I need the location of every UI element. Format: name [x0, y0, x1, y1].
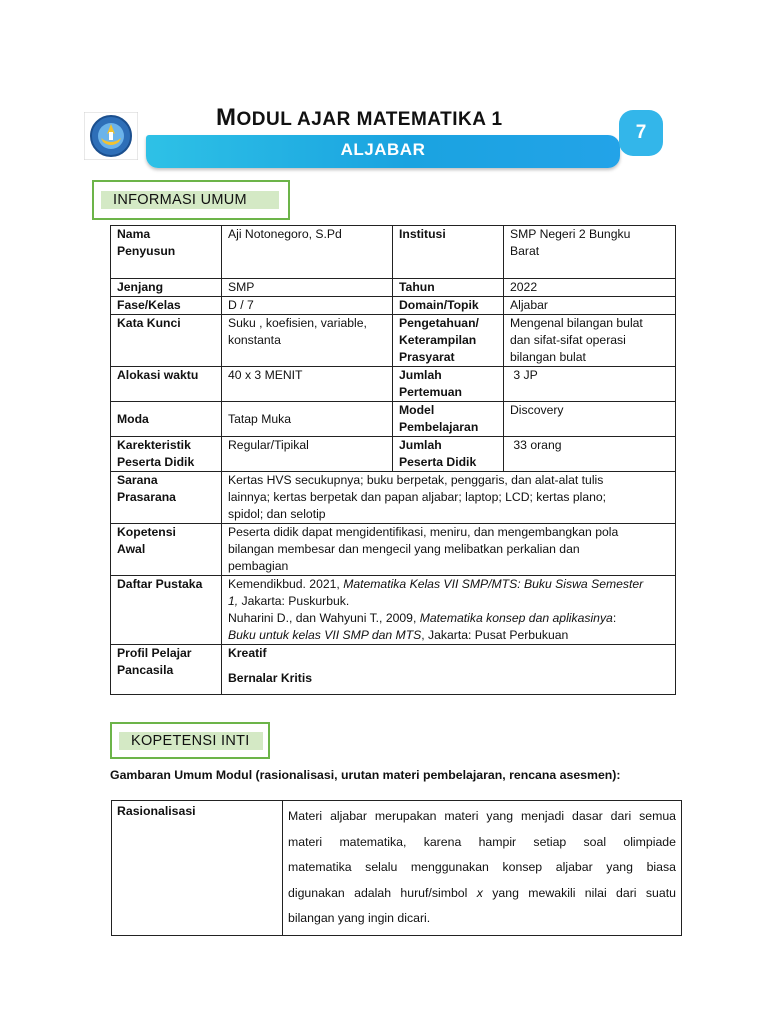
domain-topik-value: Aljabar: [504, 297, 676, 315]
profil-pelajar-value: Kreatif Bernalar Kritis: [222, 645, 676, 695]
page-number-badge: 7: [619, 110, 663, 156]
kompetensi-awal-label: Kopetensi Awal: [111, 524, 222, 576]
alokasi-waktu-label: Alokasi waktu: [111, 367, 222, 402]
model-pembelajaran-label: Model Pembelajaran: [393, 402, 504, 437]
kata-kunci-label: Kata Kunci: [111, 315, 222, 367]
profil-pelajar-label: Profil Pelajar Pancasila: [111, 645, 222, 695]
institusi-label: Institusi: [393, 226, 504, 279]
fase-kelas-label: Fase/Kelas: [111, 297, 222, 315]
jenjang-label: Jenjang: [111, 279, 222, 297]
kompetensi-awal-value: Peserta didik dapat mengidentifikasi, meniru, dan mengembangkan pola bilangan membesar dan mengecil yang melibatkan perkalian dan pembagian: [222, 524, 676, 576]
rasionalisasi-text: Materi aljabar merupakan materi yang menjadi dasar dari semua materi matematika, karena hampir setiap soal olimpiade matematika selalu menggunakan konsep aljabar yang biasa digunakan adalah huruf/simbol x yang mewakili nilai dari suatu bilangan yang ingin dicari.: [283, 801, 682, 936]
nama-penyusun-label: Nama Penyusun: [111, 226, 222, 279]
kata-kunci-value: Suku , koefisien, variable, konstanta: [222, 315, 393, 367]
model-pembelajaran-value: Discovery: [504, 402, 676, 437]
tahun-value: 2022: [504, 279, 676, 297]
pengetahuan-value: Mengenal bilangan bulat dan sifat-sifat operasi bilangan bulat: [504, 315, 676, 367]
jumlah-peserta-didik-label: Jumlah Peserta Didik: [393, 437, 504, 472]
jenjang-value: SMP: [222, 279, 393, 297]
module-title: MODUL AJAR MATEMATIKA 1: [216, 104, 503, 131]
informasi-umum-label: INFORMASI UMUM: [101, 191, 279, 209]
jumlah-pertemuan-label: Jumlah Pertemuan: [393, 367, 504, 402]
informasi-umum-table: [110, 225, 676, 695]
daftar-pustaka-label: Daftar Pustaka: [111, 576, 222, 645]
institusi-value: SMP Negeri 2 Bungku Barat: [504, 226, 676, 279]
topic-banner: [146, 135, 620, 168]
kopetensi-inti-label: KOPETENSI INTI: [119, 732, 263, 750]
tut-wuri-handayani-logo: [84, 112, 138, 160]
kopetensi-inti-heading: [110, 722, 270, 759]
sarana-prasarana-value: Kertas HVS secukupnya; buku berpetak, penggaris, dan alat-alat tulis lainnya; kertas berpetak dan papan aljabar; laptop; LCD; kertas plano; spidol; dan selotip: [222, 472, 676, 524]
domain-topik-label: Domain/Topik: [393, 297, 504, 315]
gambaran-umum-table: [111, 800, 682, 936]
daftar-pustaka-value: Kemendikbud. 2021, Matematika Kelas VII SMP/MTS: Buku Siswa Semester 1, Jakarta: Puskurbuk. Nuharini D., dan Wahyuni T., 2009, Matematika konsep dan aplikasinya: Buku untuk kelas VII SMP dan MTS, Jakarta: Pusat Perbukuan: [222, 576, 676, 645]
jumlah-pertemuan-value: 3 JP: [504, 367, 676, 402]
moda-label: Moda: [111, 402, 222, 437]
sarana-prasarana-label: Sarana Prasarana: [111, 472, 222, 524]
nama-penyusun-value: Aji Notonegoro, S.Pd: [222, 226, 393, 279]
rasionalisasi-label: Rasionalisasi: [112, 801, 283, 936]
karakteristik-label: Karekteristik Peserta Didik: [111, 437, 222, 472]
moda-value: Tatap Muka: [222, 402, 393, 437]
karakteristik-value: Regular/Tipikal: [222, 437, 393, 472]
gambaran-umum-heading: Gambaran Umum Modul (rasionalisasi, urutan materi pembelajaran, rencana asesmen):: [110, 768, 621, 782]
tahun-label: Tahun: [393, 279, 504, 297]
fase-kelas-value: D / 7: [222, 297, 393, 315]
jumlah-peserta-didik-value: 33 orang: [504, 437, 676, 472]
alokasi-waktu-value: 40 x 3 MENIT: [222, 367, 393, 402]
informasi-umum-heading: [92, 180, 290, 220]
pengetahuan-label: Pengetahuan/ Keterampilan Prasyarat: [393, 315, 504, 367]
topic-label: ALJABAR: [340, 140, 426, 159]
